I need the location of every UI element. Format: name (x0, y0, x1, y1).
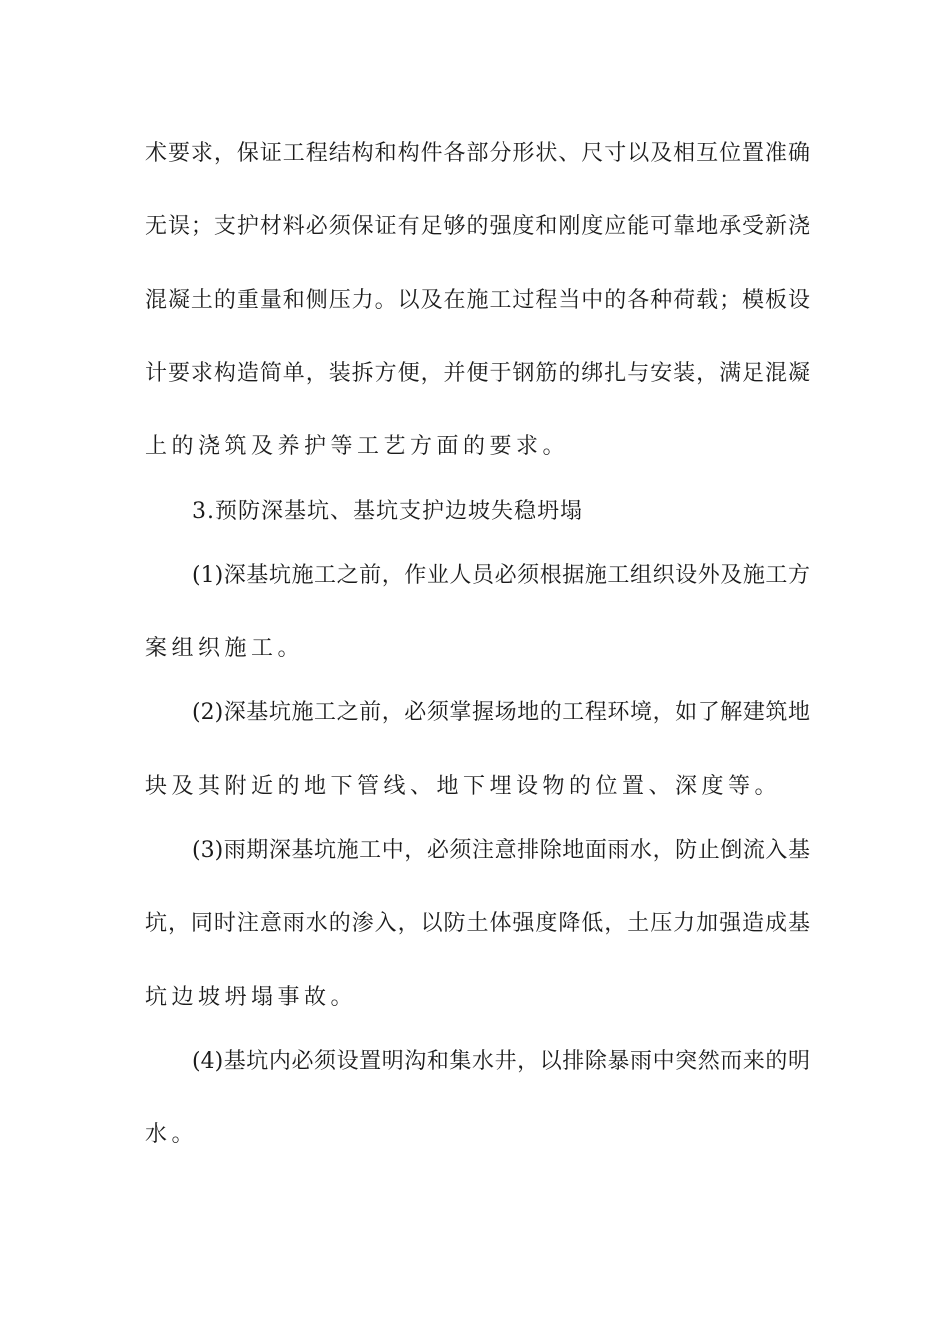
list-item-line: (4)基坑内必须设置明沟和集水井，以排除暴雨中突然而来的明 (192, 1049, 810, 1074)
paragraph-line: 术要求，保证工程结构和构件各部分形状、尺寸以及相互位置准确 (145, 141, 810, 166)
list-item-line: (2)深基坑施工之前，必须掌握场地的工程环境，如了解建筑地 (192, 700, 810, 725)
list-item-line: 坑边坡坍塌事故。 (145, 985, 358, 1010)
list-item-line: 水。 (145, 1122, 199, 1147)
list-item-line: 坑，同时注意雨水的渗入，以防土体强度降低，土压力加强造成基 (145, 911, 810, 936)
paragraph-line: 无误；支护材料必须保证有足够的强度和刚度应能可靠地承受新浇 (145, 214, 810, 239)
paragraph-line: 计要求构造简单，装拆方便，并便于钢筋的绑扎与安装，满足混凝 (145, 361, 810, 386)
section-heading: 3.预防深基坑、基坑支护边坡失稳坍塌 (192, 499, 583, 524)
list-item-line: (3)雨期深基坑施工中，必须注意排除地面雨水，防止倒流入基 (192, 838, 810, 863)
paragraph-line: 上的浇筑及养护等工艺方面的要求。 (145, 434, 570, 459)
list-item-line: (1)深基坑施工之前，作业人员必须根据施工组织设外及施工方 (192, 563, 810, 588)
list-item-line: 案组织施工。 (145, 636, 305, 661)
list-item-line: 块及其附近的地下管线、地下埋设物的位置、深度等。 (145, 774, 782, 799)
paragraph-line: 混凝土的重量和侧压力。以及在施工过程当中的各种荷载；模板设 (145, 288, 810, 313)
